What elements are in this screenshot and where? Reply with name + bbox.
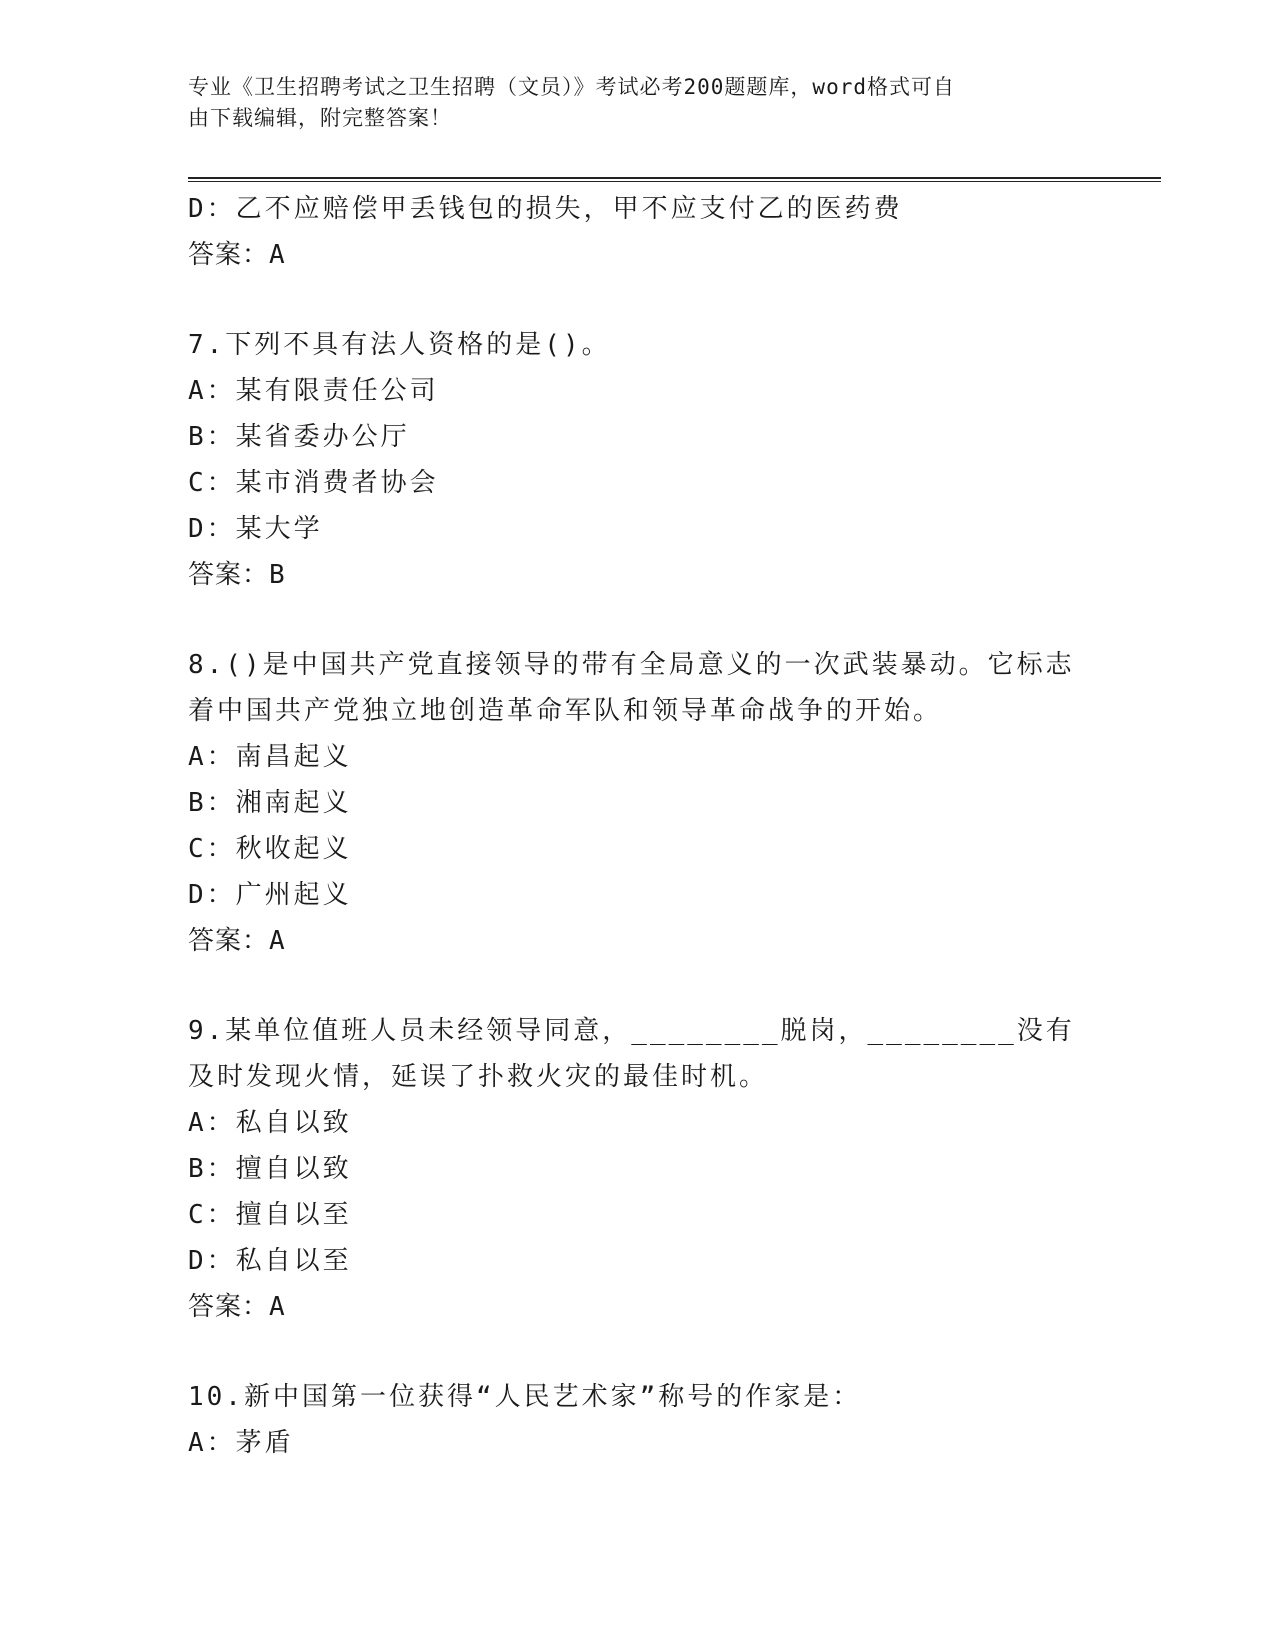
answer-value: A xyxy=(269,926,286,956)
option-d: D：私自以至 xyxy=(188,1246,352,1276)
answer-label: 答案： xyxy=(188,560,270,590)
option-c: C：秋收起义 xyxy=(188,834,352,864)
option-d: D：广州起义 xyxy=(188,880,352,910)
option-a: A：某有限责任公司 xyxy=(188,376,439,406)
answer-value: A xyxy=(269,240,286,270)
answer-line xyxy=(188,918,1078,964)
document-header xyxy=(188,72,1078,134)
document-body xyxy=(188,186,1078,1466)
answer-value: A xyxy=(269,1292,286,1322)
question-stem: 7.下列不具有法人资格的是()。 xyxy=(188,330,611,360)
question-10 xyxy=(188,1374,1078,1466)
question-stem: 9.某单位值班人员未经领导同意，________脱岗，________没有及时发现火情，延误了扑救火灾的最佳时机。 xyxy=(188,1016,1075,1092)
option-d: D：乙不应赔偿甲丢钱包的损失，甲不应支付乙的医药费 xyxy=(188,194,903,224)
option-a: A：私自以致 xyxy=(188,1108,352,1138)
option-c: C：某市消费者协会 xyxy=(188,468,439,498)
answer-label: 答案： xyxy=(188,926,270,956)
option-c: C：擅自以至 xyxy=(188,1200,352,1230)
prev-question xyxy=(188,186,1078,278)
option-b: B：某省委办公厅 xyxy=(188,422,410,452)
answer-label: 答案： xyxy=(188,1292,270,1322)
option-a: A：茅盾 xyxy=(188,1428,294,1458)
answer-line xyxy=(188,552,1078,598)
question-7 xyxy=(188,322,1078,598)
option-a: A：南昌起义 xyxy=(188,742,352,772)
question-stem: 8.()是中国共产党直接领导的带有全局意义的一次武装暴动。它标志着中国共产党独立地创造革命军队和领导革命战争的开始。 xyxy=(188,650,1075,726)
answer-value: B xyxy=(269,560,286,590)
question-9 xyxy=(188,1008,1078,1330)
header-divider xyxy=(188,177,1161,182)
answer-line xyxy=(188,1284,1078,1330)
header-line-2: 由下载编辑，附完整答案！ xyxy=(188,106,452,130)
answer-label: 答案： xyxy=(188,240,270,270)
header-line-1: 专业《卫生招聘考试之卫生招聘（文员）》考试必考200题题库，word格式可自 xyxy=(188,75,955,99)
option-b: B：擅自以致 xyxy=(188,1154,352,1184)
question-8 xyxy=(188,642,1078,964)
option-b: B：湘南起义 xyxy=(188,788,352,818)
question-stem: 10.新中国第一位获得“人民艺术家”称号的作家是： xyxy=(188,1382,862,1412)
option-d: D：某大学 xyxy=(188,514,323,544)
answer-line xyxy=(188,232,1078,278)
